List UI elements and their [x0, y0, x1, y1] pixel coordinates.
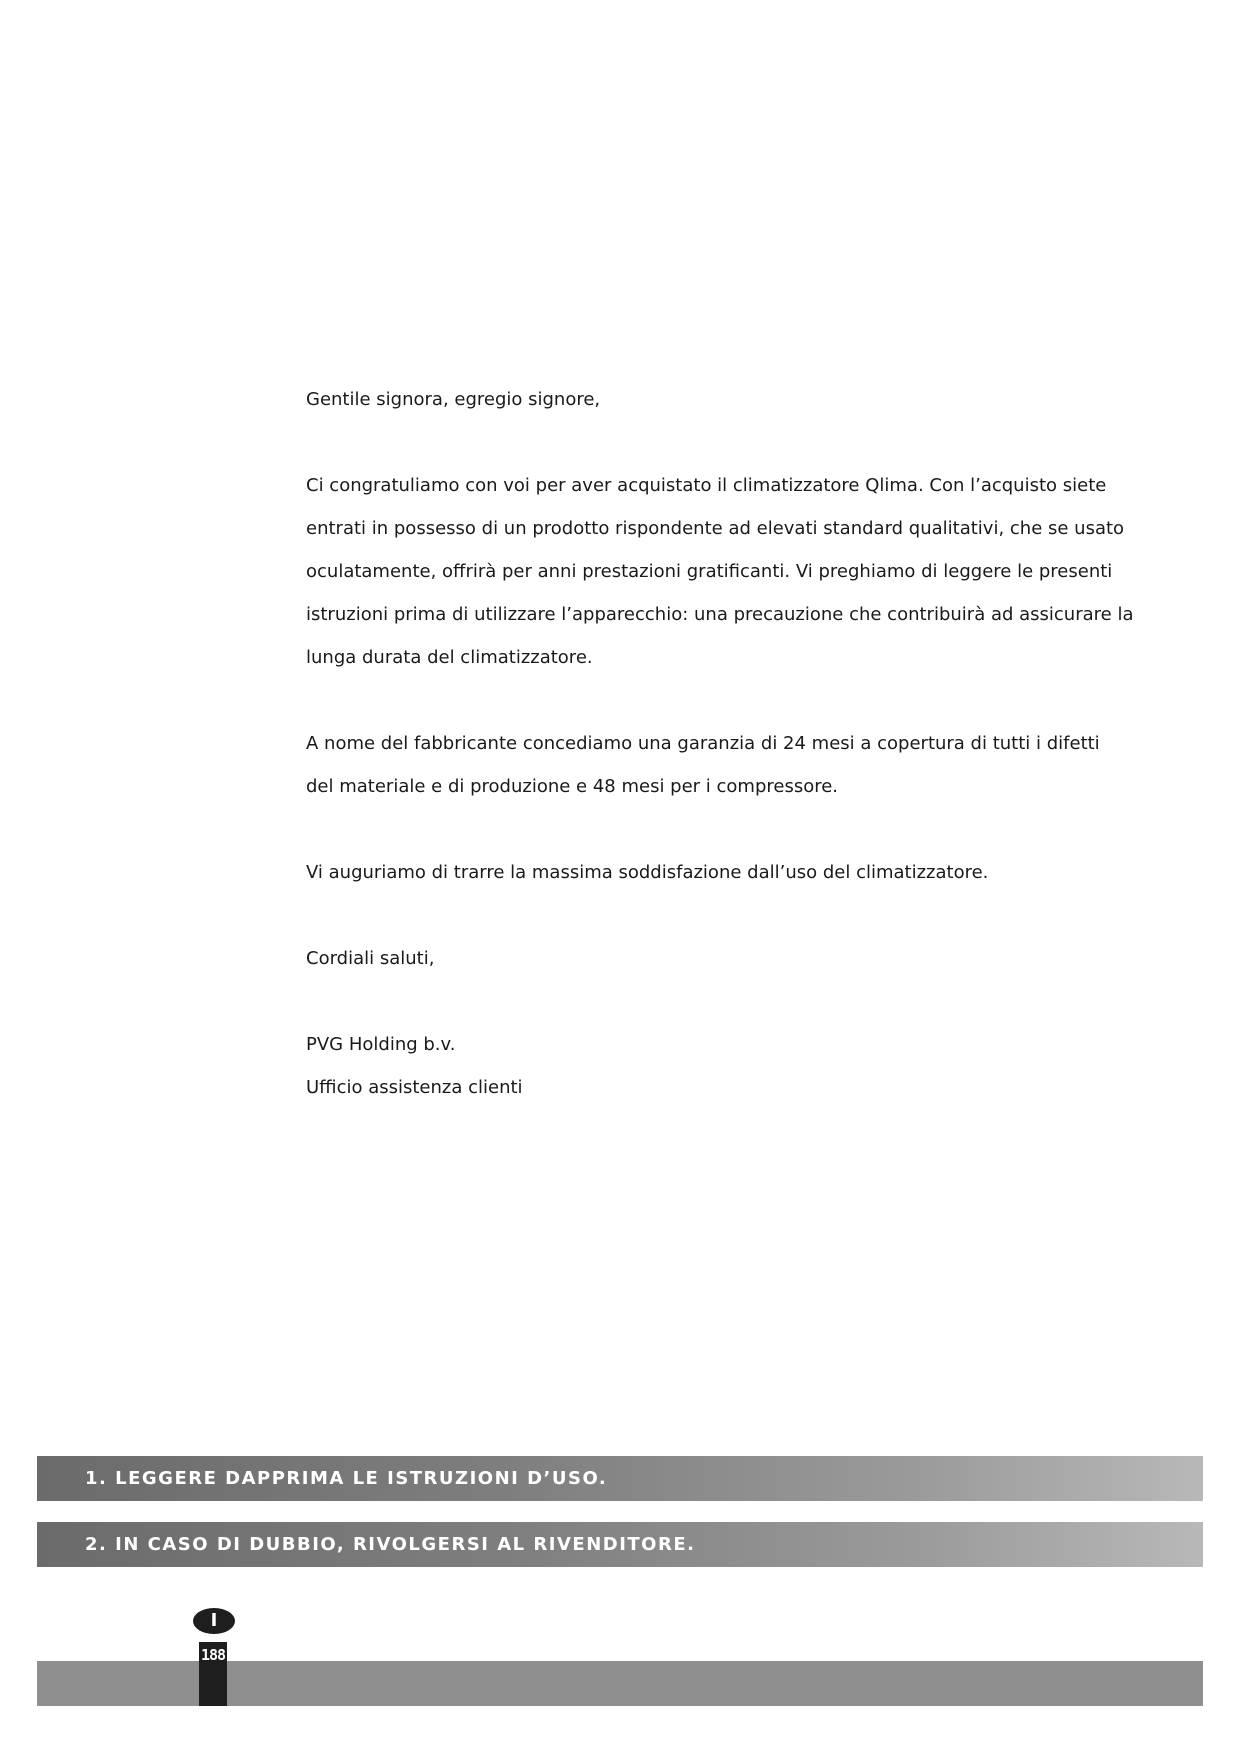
- spacer: [306, 421, 1136, 464]
- instruction-banner-2-text: 2. IN CASO DI DUBBIO, RIVOLGERSI AL RIVENDITORE.: [85, 1534, 696, 1555]
- instruction-banner-2: [37, 1522, 1203, 1567]
- paragraph-1-line-4: istruzioni prima di utilizzare l’apparecchio: una precauzione che contribuirà ad assicurare la: [306, 604, 1134, 625]
- signature-company: PVG Holding b.v.: [306, 1034, 456, 1055]
- salutation: Gentile signora, egregio signore,: [306, 389, 601, 410]
- spacer: [306, 679, 1136, 722]
- page-number: 188: [200, 1646, 226, 1664]
- spacer: [306, 980, 1136, 1023]
- language-badge: I: [193, 1608, 235, 1634]
- signature-department: Ufficio assistenza clienti: [306, 1077, 523, 1098]
- paragraph-1-line-5: lunga durata del climatizzatore.: [306, 647, 593, 668]
- paragraph-2-line-2: del materiale e di produzione e 48 mesi per i compressore.: [306, 776, 839, 797]
- paragraph-3: Vi auguriamo di trarre la massima soddisfazione dall’uso del climatizzatore.: [306, 862, 989, 883]
- paragraph-1-line-2: entrati in possesso di un prodotto rispondente ad elevati standard qualitativi, che se usato: [306, 518, 1125, 539]
- instruction-banner-1-text: 1. LEGGERE DAPPRIMA LE ISTRUZIONI D’USO.: [85, 1468, 608, 1489]
- paragraph-1-line-3: oculatamente, offrirà per anni prestazioni gratificanti. Vi preghiamo di leggere le presenti: [306, 561, 1113, 582]
- letter-body: [306, 378, 1136, 1109]
- paragraph-1-line-1: Ci congratuliamo con voi per aver acquistato il climatizzatore Qlima. Con l’acquisto siete: [306, 475, 1107, 496]
- page-number-tab: [199, 1642, 227, 1706]
- spacer: [306, 894, 1136, 937]
- closing: Cordiali saluti,: [306, 948, 435, 969]
- instruction-banner-1: [37, 1456, 1203, 1501]
- paragraph-2-line-1: A nome del fabbricante concediamo una garanzia di 24 mesi a copertura di tutti i difetti: [306, 733, 1100, 754]
- spacer: [306, 808, 1136, 851]
